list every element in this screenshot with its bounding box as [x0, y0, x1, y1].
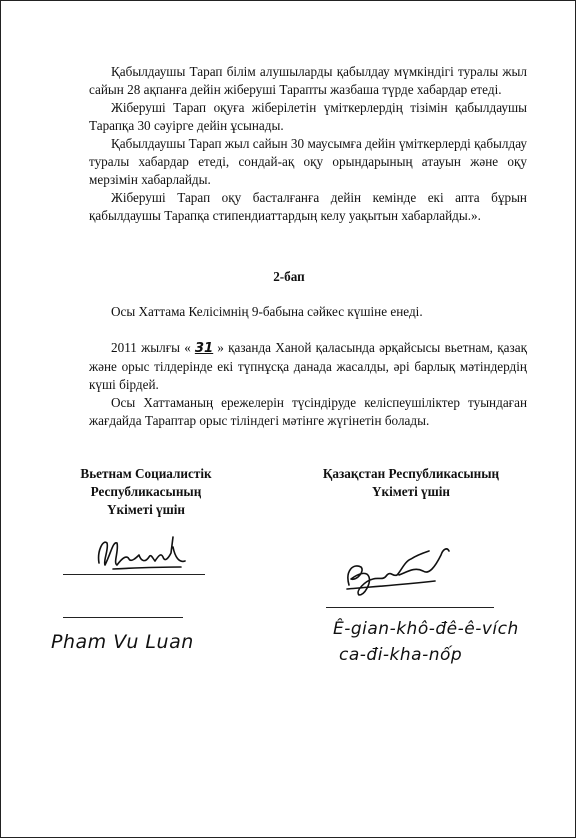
signature-left-icon	[93, 533, 193, 575]
signature-right-icon	[339, 541, 469, 599]
handwritten-name-right-line2: ca-đi-kha-nốp	[339, 645, 463, 665]
signatory-line: Вьетнам Социалистік	[80, 466, 212, 481]
entry-into-force-paragraph: Осы Хаттама Келісімнің 9-бабына сәйкес күшіне енеді.	[111, 304, 423, 319]
final-section	[89, 339, 527, 430]
signature-line-right	[326, 607, 494, 608]
chapter-title: 2-бап	[273, 269, 305, 284]
signatory-line: Республикасының	[90, 484, 202, 499]
handwritten-name-right-line1: Ê-gian-khô-đê-ê-vích	[333, 619, 519, 639]
signatory-kazakhstan	[301, 465, 521, 501]
signing-suffix: » қазанда Ханой қаласында әрқайсысы вьетнам, қазақ және орыс тілдерінде екі түпнұсқа данада жасалды, әрі барлық мәтіндердің күші бірдей.	[89, 340, 527, 392]
signatory-vietnam	[46, 465, 246, 519]
signatory-line: Қазақстан Республикасының	[322, 466, 500, 481]
interpretation-paragraph: Осы Хаттаманың ережелерін түсіндіруде келіспеушіліктер туындаған жағдайда Тараптар орыс тіліндегі мәтінге жүгінетін болады.	[89, 395, 527, 428]
paragraph: Қабылдаушы Тарап білім алушыларды қабылдау мүмкіндігі туралы жыл сайын 28 ақпанға дейін жіберуші Тарапты жазбаша түрде хабардар етеді.	[89, 64, 527, 97]
intro-section	[89, 63, 527, 225]
entry-section	[89, 303, 527, 321]
paragraph: Жіберуші Тарап оқуға жіберілетін үміткерлердің тізімін қабылдаушы Тарапқа 30 сәуірге дейін ұсынады.	[89, 100, 527, 133]
paragraph: Қабылдаушы Тарап жыл сайын 30 маусымға дейін үміткерлерді қабылдау туралы хабардар етеді, сондай-ақ оқу орындарының атауын және оқу мерзімін хабарлайды.	[89, 136, 527, 187]
paragraph: Жіберуші Тарап оқу басталғанға дейін кемінде екі апта бұрын қабылдаушы Тарапқа стипендиаттардың келу уақытын хабарлайды.».	[89, 190, 527, 223]
handwritten-day: 31	[194, 341, 214, 356]
signature-line-left-lower	[63, 617, 183, 618]
signature-line-left	[63, 574, 205, 575]
handwritten-name-left: Pham Vu Luan	[51, 631, 194, 653]
signing-paragraph	[89, 339, 527, 394]
signing-prefix: 2011 жылғы «	[111, 340, 191, 355]
signatory-line: Үкіметі үшін	[106, 502, 186, 517]
signatory-line: Үкіметі үшін	[371, 484, 451, 499]
